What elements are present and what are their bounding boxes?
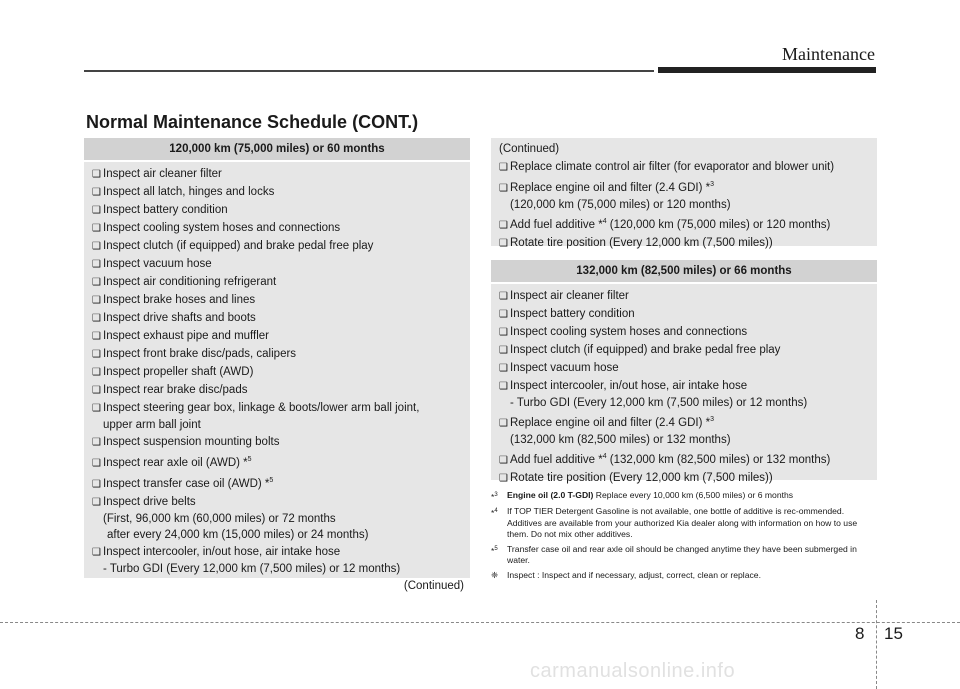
schedule-box-132000 [491, 260, 877, 484]
footnote-marker [491, 506, 507, 541]
footnote-text: Inspect : Inspect and if necessary, adjust, correct, clean or replace. [507, 569, 761, 580]
checkbox-icon: ❑ [92, 241, 101, 252]
checkbox-icon: ❑ [499, 219, 508, 231]
checklist-item [499, 288, 869, 305]
checkbox-icon: ❑ [499, 345, 508, 356]
checklist-item-text: Rotate tire position (Every 12,000 km (7,500 miles)) [510, 236, 773, 249]
checklist-item-text: Inspect suspension mounting bolts [103, 436, 280, 448]
footnote-ref: 3 [710, 181, 714, 188]
checkbox-icon: ❑ [92, 277, 101, 288]
chapter-number: 8 [855, 624, 865, 643]
page-title: Normal Maintenance Schedule (CONT.) [86, 112, 419, 132]
footnote-ref: 4 [602, 452, 607, 460]
checklist-item [92, 434, 462, 451]
schedule-list-continued [491, 159, 877, 252]
footer-divider [876, 600, 877, 689]
footnote-marker [491, 570, 507, 582]
footnote [491, 570, 879, 582]
checkbox-icon: ❑ [499, 162, 508, 173]
checklist-item-text: Inspect clutch (if equipped) and brake pedal free play [103, 240, 374, 252]
checkbox-icon: ❑ [499, 291, 508, 302]
footnote-ref: 3 [710, 416, 714, 423]
checklist-item-text: Inspect propeller shaft (AWD) [103, 366, 254, 378]
checklist-item [92, 274, 462, 291]
checkbox-icon: ❑ [499, 417, 508, 429]
checklist-item [499, 360, 869, 377]
checklist-item-text: Inspect rear brake disc/pads [103, 384, 248, 396]
checklist-item [92, 328, 462, 345]
checklist-item [92, 382, 462, 399]
checkbox-icon: ❑ [92, 437, 101, 448]
footnote-marker [491, 490, 507, 503]
checklist-item [499, 412, 869, 448]
checklist-item-text: Inspect intercooler, in/out hose, air intake hose [103, 545, 341, 558]
footnote-body [507, 544, 879, 567]
checkbox-icon: ❑ [499, 363, 508, 374]
checkbox-icon: ❑ [92, 367, 101, 378]
checklist-item-detail: - Turbo GDI (Every 12,000 km (7,500 miles) or 12 months) [510, 397, 808, 409]
checklist-item [92, 184, 462, 201]
checklist-item-detail: after every 24,000 km (15,000 miles) or 24 months) [107, 528, 369, 541]
checklist-item-text: Inspect transfer case oil (AWD) * [103, 477, 270, 490]
checklist-item-interval: (132,000 km (82,500 miles) or 132 months) [606, 453, 831, 466]
checkbox-icon: ❑ [499, 454, 508, 466]
checkbox-icon: ❑ [92, 457, 101, 469]
checkbox-icon: ❑ [92, 313, 101, 324]
schedule-list-120000 [84, 162, 470, 577]
checkbox-icon: ❑ [92, 385, 101, 396]
checklist-item [92, 346, 462, 363]
checklist-item [499, 378, 869, 411]
checklist-item-detail: (132,000 km (82,500 miles) or 132 months) [510, 433, 731, 446]
footnote-ref: 5 [247, 456, 252, 463]
checklist-item [92, 544, 462, 577]
checklist-item-interval: (120,000 km (75,000 miles) or 120 months) [606, 218, 831, 231]
footnote-number: 4 [494, 508, 498, 515]
checkbox-icon: ❑ [92, 403, 101, 414]
checklist-item-text: Inspect cooling system hoses and connections [510, 326, 748, 338]
checklist-item-text: Inspect vacuum hose [103, 258, 212, 270]
footnote-label: Engine oil (2.0 T-GDI) [507, 490, 594, 500]
checklist-item-text: Inspect vacuum hose [510, 362, 619, 374]
checklist-item [499, 342, 869, 359]
schedule-heading-120000: 120,000 km (75,000 miles) or 60 months [84, 138, 470, 162]
checklist-item [92, 166, 462, 183]
checklist-item-detail: (120,000 km (75,000 miles) or 120 months) [510, 198, 731, 211]
checklist-item-text: Inspect drive belts [103, 495, 196, 508]
footnote-marker [491, 544, 507, 567]
footnote-text: Transfer case oil and rear axle oil should be changed anytime they have been submerged in water. [507, 543, 857, 566]
checklist-item [92, 292, 462, 309]
checklist-item-text: Inspect steering gear box, linkage & boots/lower arm ball joint, [103, 402, 420, 414]
checklist-item-text: Inspect battery condition [103, 204, 228, 216]
checkbox-icon: ❑ [499, 381, 508, 392]
checklist-item-detail: upper arm ball joint [103, 419, 201, 431]
schedule-box-120000 [84, 138, 470, 592]
footnote-number: 3 [494, 492, 498, 498]
checkbox-icon: ❑ [92, 259, 101, 270]
footer-rule [0, 622, 960, 623]
checkbox-icon: ❑ [92, 546, 101, 558]
checklist-item-text: Inspect air cleaner filter [510, 290, 629, 302]
checklist-item [499, 324, 869, 341]
checklist-item-text: Inspect battery condition [510, 308, 635, 320]
footnote-body [507, 506, 879, 541]
checkbox-icon: ❑ [499, 327, 508, 338]
footnote-symbol: * [491, 508, 495, 519]
checklist-item-text: Inspect rear axle oil (AWD) * [103, 456, 248, 469]
checklist-item-text: Inspect cooling system hoses and connections [103, 222, 341, 234]
checkbox-icon: ❑ [499, 182, 508, 194]
checklist-item [499, 177, 869, 213]
continued-label: (Continued) [403, 579, 464, 592]
checklist-item-text: Replace climate control air filter (for evaporator and blower unit) [510, 161, 835, 173]
schedule-heading-132000: 132,000 km (82,500 miles) or 66 months [491, 260, 877, 284]
checklist-item [92, 452, 462, 472]
checklist-item [92, 256, 462, 273]
checkbox-icon: ❑ [499, 237, 508, 249]
footnote [491, 490, 879, 503]
checkbox-icon: ❑ [499, 309, 508, 320]
checklist-item [92, 364, 462, 381]
checklist-item-text: Inspect air cleaner filter [103, 168, 222, 180]
checklist-item-text: Inspect front brake disc/pads, calipers [103, 348, 297, 360]
checklist-item-text: Inspect clutch (if equipped) and brake pedal free play [510, 344, 781, 356]
checklist-item [92, 400, 462, 433]
footnote [491, 506, 879, 541]
checklist-item [92, 220, 462, 237]
checklist-item [92, 494, 462, 543]
checklist-item [92, 202, 462, 219]
checklist-item [92, 310, 462, 327]
footnote-symbol: * [491, 545, 495, 556]
checklist-item-text: Inspect intercooler, in/out hose, air intake hose [510, 380, 748, 392]
checkbox-icon: ❑ [92, 169, 101, 180]
header-rule-thin [84, 70, 654, 72]
checkbox-icon: ❑ [92, 223, 101, 234]
footnote-symbol: * [491, 491, 495, 502]
footnote-text: Replace every 10,000 km (6,500 miles) or 6 months [593, 490, 794, 500]
checkbox-icon: ❑ [92, 331, 101, 342]
checklist-item [499, 214, 869, 234]
checklist-item [499, 449, 869, 469]
checklist-item-text: Rotate tire position (Every 12,000 km (7,500 miles)) [510, 471, 773, 484]
checklist-item-detail: (First, 96,000 km (60,000 miles) or 72 months [103, 512, 336, 525]
checkbox-icon: ❑ [92, 349, 101, 360]
checklist-item [499, 306, 869, 323]
footnote-ref: 5 [269, 476, 274, 484]
page-number: 15 [884, 624, 903, 643]
checklist-item-text: Add fuel additive * [510, 218, 603, 231]
checklist-item [499, 470, 869, 487]
checklist-item-text: Replace engine oil and filter (2.4 GDI) * [510, 181, 711, 194]
checklist-item-text: Inspect brake hoses and lines [103, 294, 256, 306]
schedule-list-132000 [491, 284, 877, 487]
footnote-symbol: ❈ [491, 569, 499, 580]
checklist-item [92, 238, 462, 255]
checklist-item [499, 159, 869, 176]
checklist-item-text: Inspect all latch, hinges and locks [103, 186, 275, 198]
watermark: carmanualsonline.info [530, 660, 736, 682]
footnote-text: If TOP TIER Detergent Gasoline is not available, one bottle of additive is rec-ommended. Additives are available from your authorized Kia dealer along with information on how to use them. Do not mix other additives. [507, 506, 858, 540]
checklist-item-text: Inspect exhaust pipe and muffler [103, 330, 270, 342]
checkbox-icon: ❑ [92, 295, 101, 306]
footnote-number: 5 [494, 545, 498, 552]
checklist-item-detail: - Turbo GDI (Every 12,000 km (7,500 miles) or 12 months) [103, 562, 401, 575]
checklist-item-text: Inspect air conditioning refrigerant [103, 276, 277, 288]
checklist-item [92, 473, 462, 493]
checkbox-icon: ❑ [92, 478, 101, 490]
footnote [491, 544, 879, 567]
schedule-box-continued [491, 138, 877, 249]
footnote-ref: 4 [602, 217, 607, 225]
checkbox-icon: ❑ [92, 496, 101, 508]
checkbox-icon: ❑ [499, 472, 508, 484]
checkbox-icon: ❑ [92, 205, 101, 216]
footnote-body [507, 570, 761, 582]
section-title: Maintenance [782, 44, 875, 64]
footnote-body [507, 490, 793, 503]
checklist-item-text: Add fuel additive * [510, 453, 603, 466]
checklist-item [499, 235, 869, 252]
checkbox-icon: ❑ [92, 187, 101, 198]
footnotes [491, 490, 879, 584]
continued-label-top: (Continued) [499, 143, 560, 155]
header-rule-thick [658, 67, 876, 73]
checklist-item-text: Replace engine oil and filter (2.4 GDI) * [510, 416, 711, 429]
checklist-item-text: Inspect drive shafts and boots [103, 312, 256, 324]
